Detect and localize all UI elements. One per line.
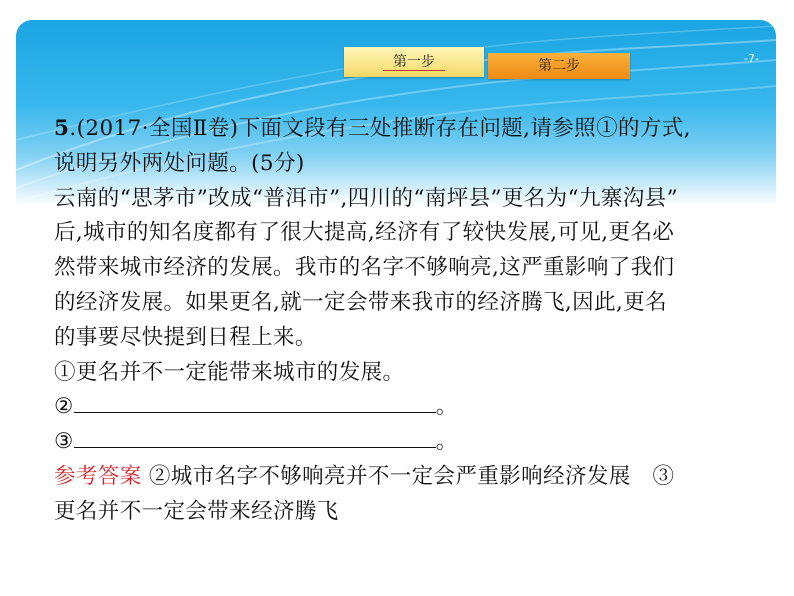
- answer-label: 参考答案: [54, 463, 142, 489]
- tab-step-2-label: 第二步: [538, 58, 580, 74]
- item-3-marker: ③: [54, 429, 74, 455]
- question-source: .(2017·全国Ⅱ卷)下面文段有三处推断存在问题,请参照①的方式,: [69, 116, 691, 141]
- page-number: -7-: [744, 52, 759, 65]
- question-number: 5: [54, 116, 70, 141]
- item-2-marker: ②: [54, 394, 74, 420]
- tab-step-2[interactable]: [488, 53, 630, 79]
- item-3-end: 。: [435, 429, 458, 455]
- tab-step-1-label: 第一步: [383, 54, 445, 71]
- question-header: [54, 112, 754, 147]
- passage-line-3: 然带来城市经济的发展。我市的名字不够响亮,这严重影响了我们: [54, 255, 675, 281]
- item-2: [54, 390, 754, 425]
- answer-line-2: 更名并不一定会带来经济腾飞: [54, 498, 339, 524]
- item-2-end: 。: [435, 394, 458, 420]
- answer-text-1: ②城市名字不够响亮并不一定会严重影响经济发展 ③: [148, 463, 675, 489]
- item-1: ①更名并不一定能带来城市的发展。: [54, 359, 405, 385]
- question-line-2: 说明另外两处问题。(5分): [54, 150, 305, 176]
- item-2-blank: [74, 394, 436, 413]
- item-3-blank: [74, 429, 436, 448]
- passage-line-4: 的经济发展。如果更名,就一定会带来我市的经济腾飞,因此,更名: [54, 289, 668, 315]
- question-content: [54, 112, 754, 530]
- answer-line-1: [54, 460, 754, 495]
- item-3: [54, 425, 754, 460]
- tab-step-1[interactable]: [344, 47, 484, 77]
- passage-line-2: 后,城市的知名度都有了很大提高,经济有了较快发展,可见,更名必: [54, 220, 675, 246]
- passage-line-5: 的事要尽快提到日程上来。: [54, 324, 317, 350]
- passage-line-1: 云南的“思茅市”改成“普洱市”,四川的“南坪县”更名为“九寨沟县”: [54, 185, 678, 211]
